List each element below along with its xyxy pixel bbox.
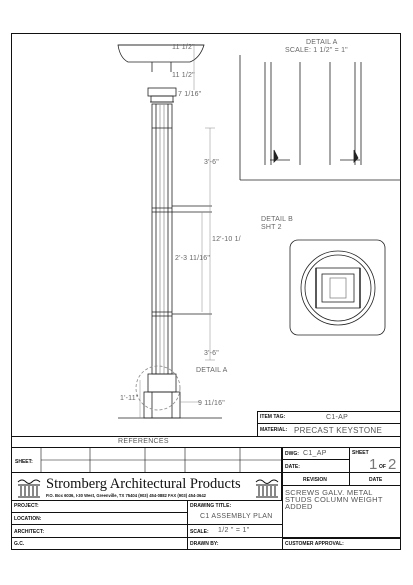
architect-label: ARCHITECT:	[14, 529, 44, 535]
revision-header: REVISION	[303, 477, 327, 483]
project-label: PROJECT:	[14, 503, 39, 509]
detail-b-sheet: SHT 2	[261, 224, 282, 231]
column-logo-icon	[16, 478, 42, 498]
drawing-title-label: DRAWING TITLE:	[190, 503, 232, 509]
dwg-label: DWG:	[285, 451, 299, 457]
company-address: P.O. Box 6036, I-30 West, Greenville, TX 75404 (903) 454-0882 FAX (903) 454-3642	[46, 493, 206, 498]
date-cell	[282, 459, 350, 473]
revision-note-cell	[282, 485, 401, 539]
scale-cell	[187, 524, 283, 538]
sheet-total: 2	[388, 456, 397, 473]
customer-approval-label: CUSTOMER APPROVAL:	[285, 541, 344, 547]
item-tag-label: ITEM TAG:	[260, 414, 286, 420]
drawing-title-value: C1 ASSEMBLY PLAN	[200, 513, 273, 520]
dim-6: 2'-3 11/16"	[175, 255, 211, 262]
detail-a-title: DETAIL A	[306, 39, 338, 46]
location-label: LOCATION:	[14, 516, 42, 522]
item-tag-value: C1-AP	[326, 414, 349, 421]
dim-5: 12'-10 1/	[212, 236, 241, 243]
revision-date-header: DATE	[369, 477, 383, 483]
customer-approval-cell	[282, 537, 401, 550]
architect-row	[11, 524, 188, 538]
dwg-value: C1_AP	[303, 450, 327, 457]
revision-note: SCREWS GALV. METAL STUDS COLUMN WEIGHT ADDED	[285, 488, 383, 511]
dim-3: 7 1/16"	[178, 91, 202, 98]
detail-a-callout: DETAIL A	[196, 367, 228, 374]
gc-label: G.C.	[14, 541, 25, 547]
dim-1: 11 1/2"	[172, 44, 195, 51]
drawn-by-cell	[187, 537, 283, 550]
sheet-number: 1	[369, 456, 378, 473]
date-label: DATE:	[285, 464, 300, 470]
column-logo-icon-right	[254, 478, 280, 498]
dim-4: 3'-6"	[204, 159, 219, 166]
company-banner	[11, 472, 282, 501]
detail-b-title: DETAIL B	[261, 216, 293, 223]
material-value: PRECAST KEYSTONE	[294, 426, 383, 435]
scale-value: 1/2 " = 1"	[218, 527, 250, 534]
revision-header-cell	[282, 472, 350, 486]
drawing-title-cell	[187, 500, 283, 525]
detail-a-scale: SCALE: 1 1/2" = 1"	[285, 47, 348, 54]
gc-row	[11, 537, 188, 550]
dim-2: 11 1/2"	[172, 72, 195, 79]
sheet-cell	[349, 447, 401, 473]
sheet-label: SHEET:	[15, 459, 33, 465]
references-label: REFERENCES	[118, 438, 169, 445]
sheet-header: SHEET	[352, 450, 369, 456]
company-name: Stromberg Architectural Products	[46, 476, 241, 492]
scale-label: SCALE:	[190, 529, 209, 535]
dim-7: 3'-6"	[204, 350, 219, 357]
dim-8: 1'-11"	[120, 395, 139, 402]
drawn-by-label: DRAWN BY:	[190, 541, 219, 547]
material-label: MATERIAL:	[260, 427, 288, 433]
sheet-of: OF	[379, 464, 386, 470]
revision-date-header-cell	[349, 472, 401, 486]
dim-9: 9 11/16"	[198, 400, 225, 407]
